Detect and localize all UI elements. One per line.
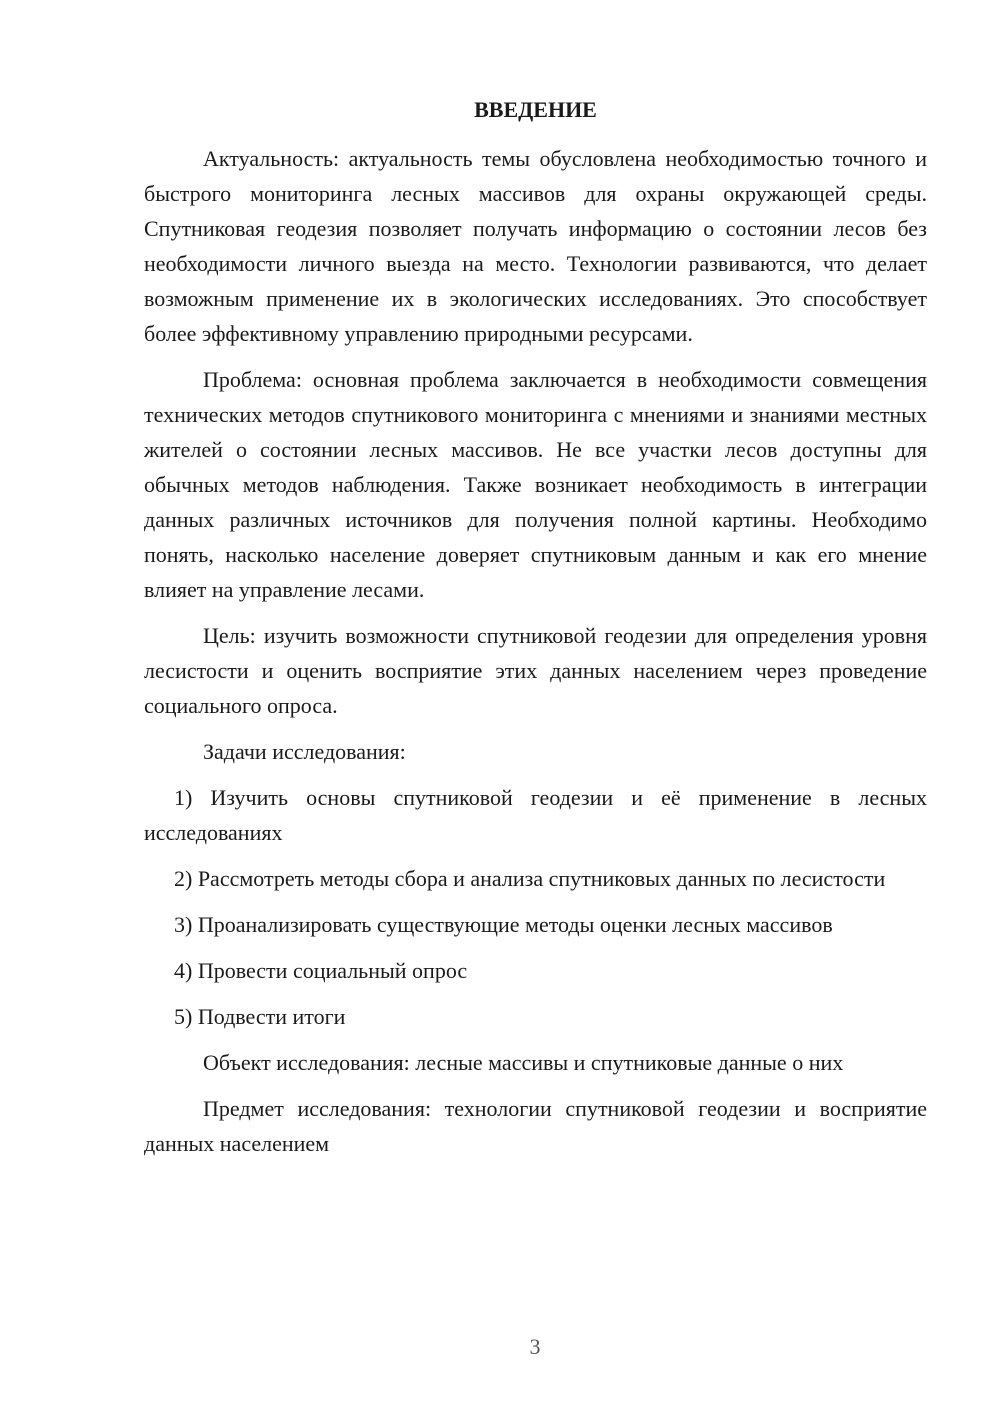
task-item-3: 3) Проанализировать существующие методы оценки лесных массивов	[174, 912, 833, 937]
task-item-2: 2) Рассмотреть методы сбора и анализа спутниковых данных по лесистости	[174, 866, 886, 891]
paragraph-subject: Предмет исследования: технологии спутниковой геодезии и восприятие данных населением	[144, 1096, 927, 1156]
task-item-1: 1) Изучить основы спутниковой геодезии и её применение в лесных исследованиях	[144, 785, 927, 845]
tasks-heading: Задачи исследования:	[203, 739, 406, 764]
paragraph-object: Объект исследования: лесные массивы и спутниковые данные о них	[203, 1050, 844, 1075]
section-title: ВВЕДЕНИЕ	[474, 97, 597, 122]
paragraph-relevance: Актуальность: актуальность темы обусловлена необходимостью точного и быстрого мониторинга лесных массивов для охраны окружающей среды. Спутниковая геодезия позволяет получать информацию о состоянии лесов без необходимости личного выезда на место. Технологии развиваются, что делает возможным применение их в экологических исследованиях. Это способствует более эффективному управлению природными ресурсами.	[144, 146, 927, 346]
page-number: 3	[529, 1334, 541, 1359]
page-content	[144, 95, 927, 1172]
paragraph-problem: Проблема: основная проблема заключается в необходимости совмещения технических методов спутникового мониторинга с мнениями и знаниями местных жителей о состоянии лесных массивов. Не все участки лесов доступны для обычных методов наблюдения. Также возникает необходимость в интеграции данных различных источников для получения полной картины. Необходимо понять, насколько население доверяет спутниковым данным и как его мнение влияет на управление лесами.	[144, 367, 927, 602]
task-item-4: 4) Провести социальный опрос	[174, 958, 468, 983]
task-item-5: 5) Подвести итоги	[174, 1004, 346, 1029]
paragraph-goal: Цель: изучить возможности спутниковой геодезии для определения уровня лесистости и оценить восприятие этих данных населением через проведение социального опроса.	[144, 623, 927, 718]
